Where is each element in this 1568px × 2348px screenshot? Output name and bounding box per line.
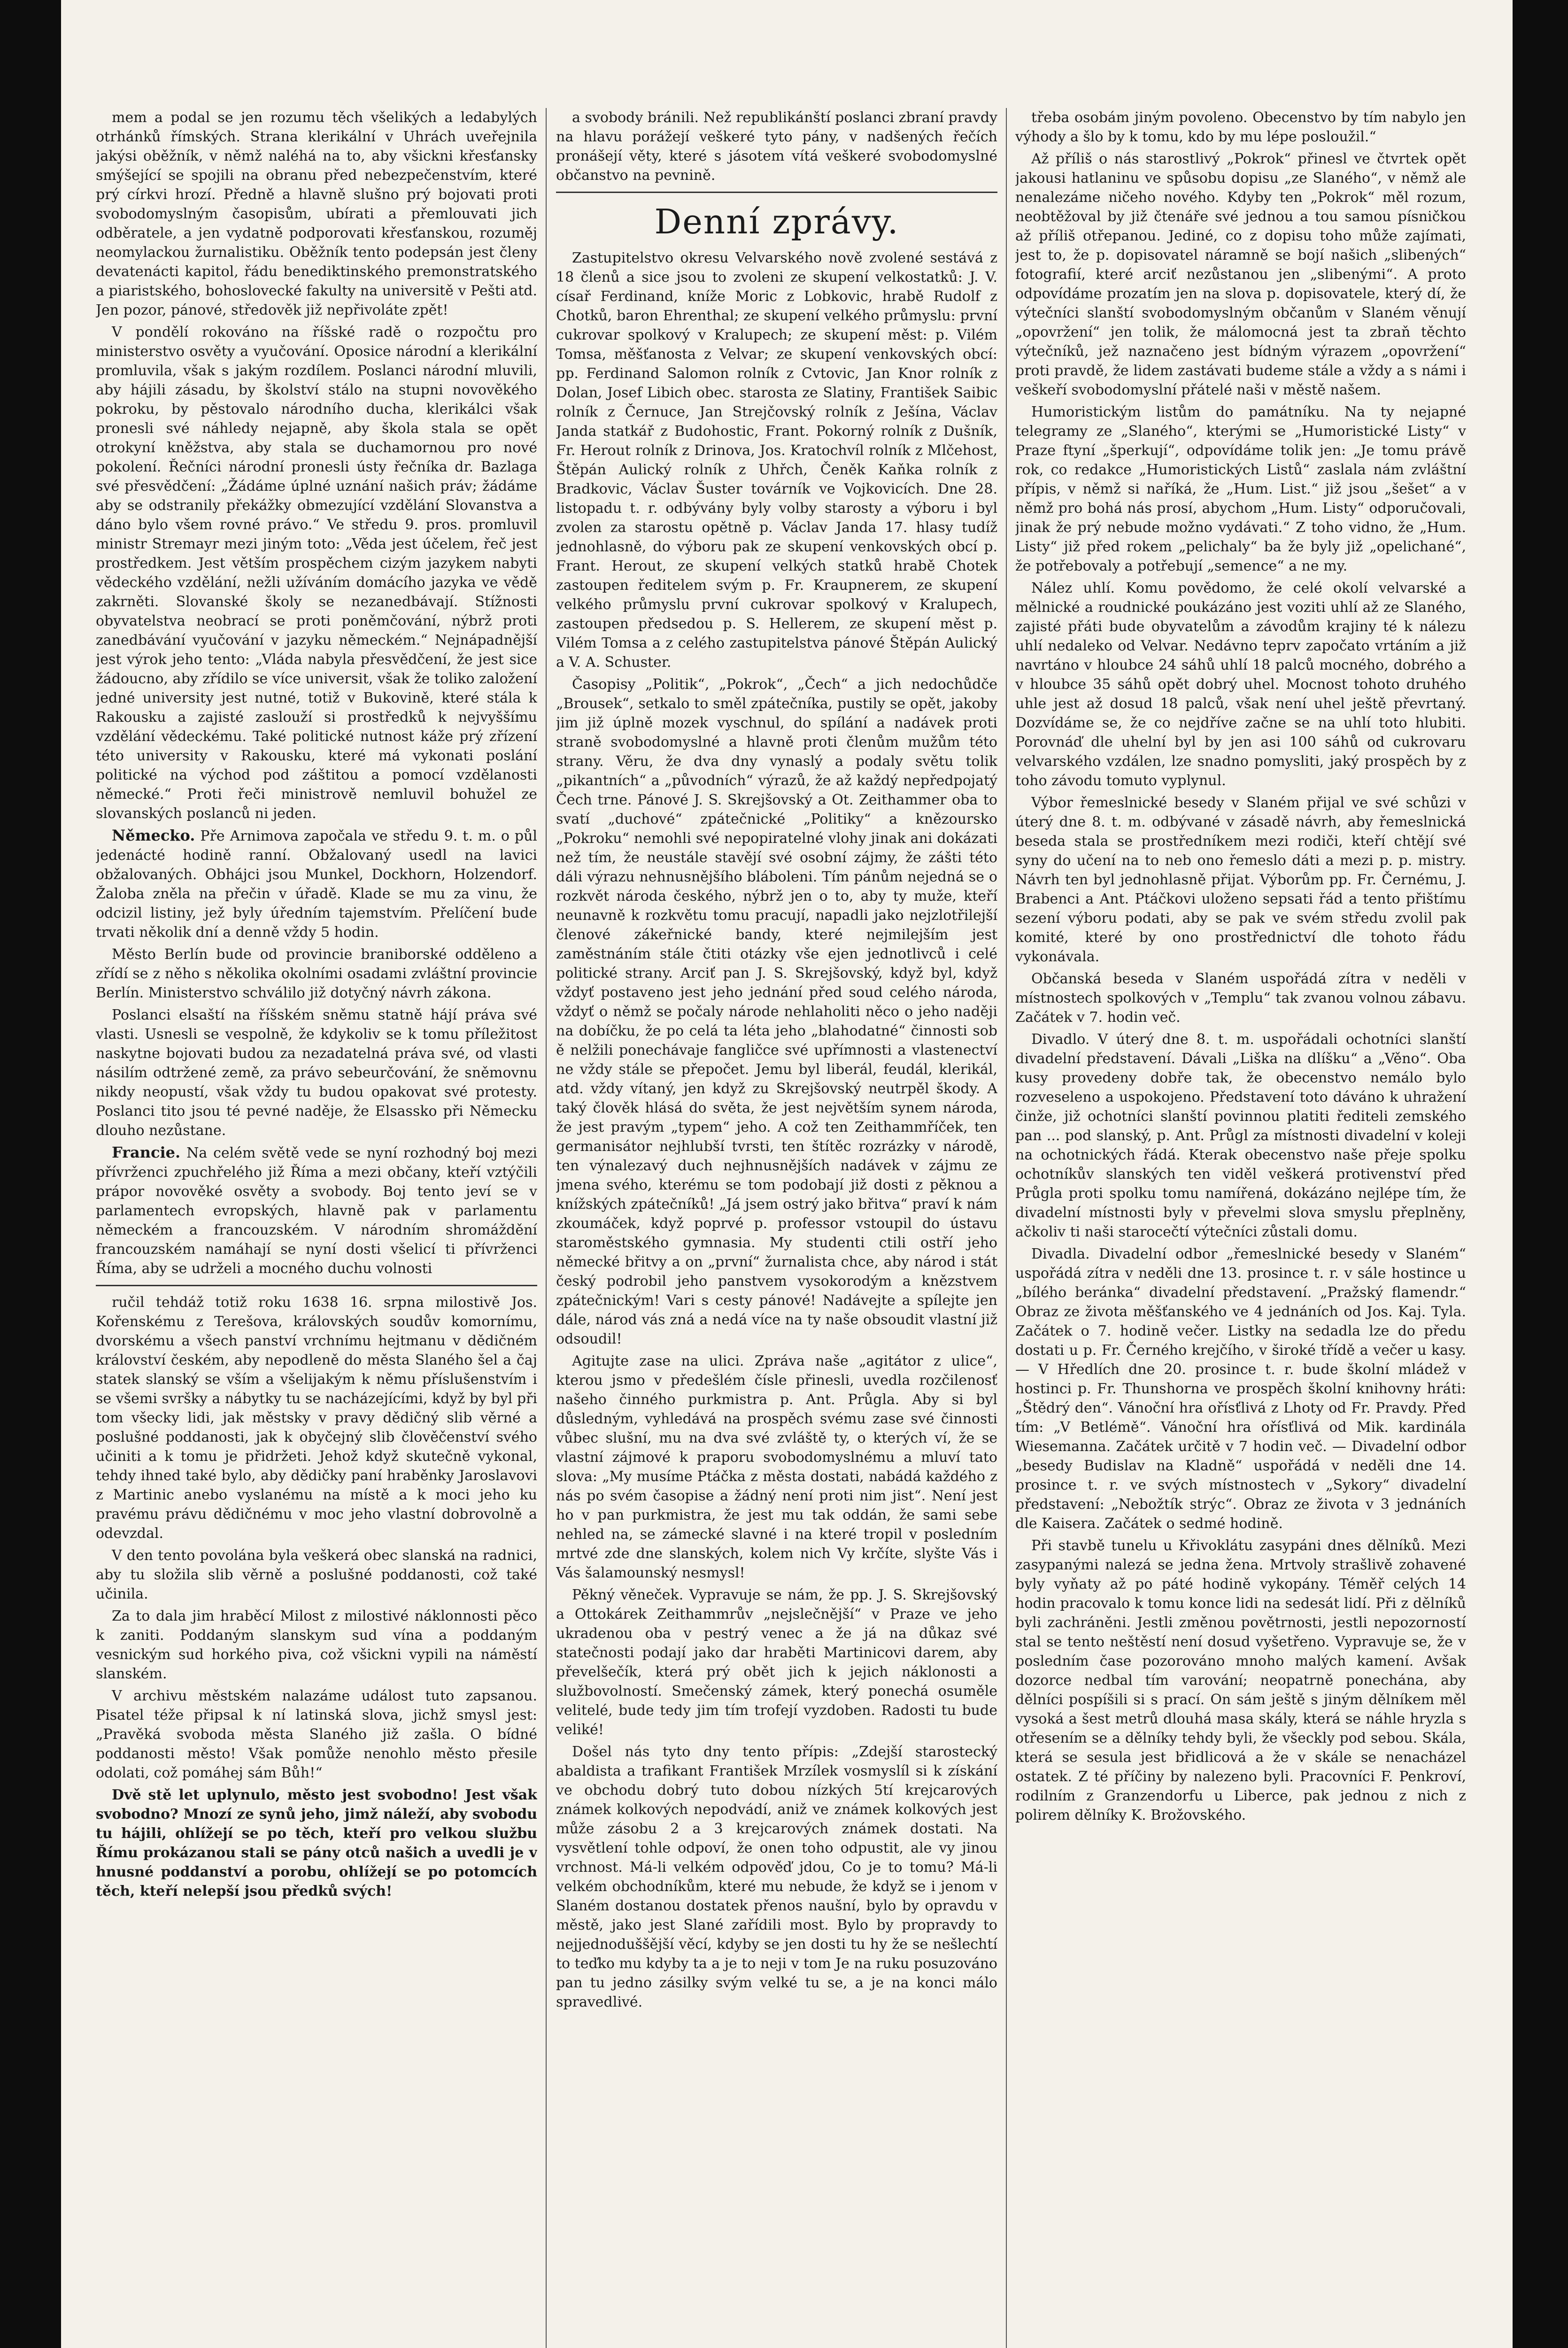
paragraph-text: Na celém světě vede se nyní rozhodný boj mezi přívrženci zpuchřelého již Říma a mezi občany, kteří vztýčili prápor novověké osvěty a svobody. Boj tento jeví se v parlamentech evropských, hlavně pak v parlamentu německém a francouzském. V národním shromáždění francouzském namáhají se nyní dosti všelicí ti přívrženci Říma, aby se udrželi a mocného duchu volnosti: [96, 1145, 537, 1277]
paragraph: ručil tehdáž totiž roku 1638 16. srpna milostivě Jos. Kořenskému z Terešova, královských soudův komornímu, dvorskému a všech panství vrchnímu hejtmanu v dědičném království českém, aby nepodleně do města Slaného šel a čaj statek slanský se vším a všelijakým k němu příslušenstvím i se všemi svršky a nábytky tu se nacházejícími, když by byl při tom všecky lidi, jak městsky v pravy dědičný slib věrné a poslušné poddanosti, jak k obyčejný slib člověčenství svého učiniti a k tomu je přidržeti. Jehož když skutečně vykonal, tehdy ihned také bylo, aby dědičky paní hraběnky Jaroslavovi z Martinic anebo vyslanému na místě a k moci jeho ku pravému právu dědičnému v moc jeho vlastní dobrovolně a odevzdal.: [96, 1294, 537, 1542]
paragraph: Výbor řemeslnické besedy v Slaném přijal ve své schůzi v úterý dne 8. t. m. odbývané v zásadě návrh, aby řemeslnická beseda stala se prostředníkem mezi rodiči, kteří chtějí své syny do učení na to neb ono řemeslo dáti a mezi p. p. mistry. Návrh ten byl jednohlasně přijat. Výborům pp. Fr. Černému, J. Brabenci a Ant. Ptáčkovi uloženo sepsati řád a tento přištímu sezení výboru podati, aby se pak ve svém středu zvolil pak komité, které by ono prostřednictví dle tohoto řádu vykonávala.: [1015, 795, 1466, 965]
column-1: [96, 108, 537, 2348]
paragraph: Divadlo. V úterý dne 8. t. m. uspořádali ochotníci slanští divadelní představení. Dávali „Liška na dlíšku“ a „Věno“. Oba kusy provedeny dobře tak, že obecenstvo nemálo bylo rozveseleno a uspokojeno. Představení toto dáváno k uhražení činže, již ochotníci slanští povinnou platiti řediteli zemského pan ... pod slanský, p. Ant. Průgl za místnosti divadelní v koleji na ochotnických řádá. Kterak obecenstvo naše přeje spolku ochotníkův slanských ten viděl veškerá protivenství před Průgla proti spolku tomu namířená, dokázáno nejlépe tím, že divadelní místnosti byly v převelmi slova smyslu přeplněny, ačkoliv ti naši starocečtí výtečníci zůstali domu.: [1015, 1031, 1466, 1240]
column-3: [1015, 108, 1466, 2348]
section-rule: [556, 192, 997, 193]
section-heading: Denní zprávy.: [654, 202, 899, 241]
paragraph: V den tento povolána byla veškerá obec slanská na radnici, aby tu složila slib věrně a poslušné poddanosti, což také učinila.: [96, 1547, 537, 1602]
paragraph: třeba osobám jiným povoleno. Obecenstvo by tím nabylo jen výhody a šlo by k tomu, kdo by mu lépe posloužil.“: [1015, 109, 1466, 145]
paragraph: Došel nás tyto dny tento přípis: „Zdejší starostecký abaldista a trafikant František Mrzílek vosmyslíl si k získání ve obchodu dobrý tuto dobou nízkých 5tí krejcarových známek kolkových nepodvádí, aniž ve známek kolkových jest může zásobu 2 a 3 krejcarových známek dostati. Na vysvětlení tohle odpoví, že onen toho odpustit, ale vy jinou vrchnost. Má-li velkém odpověď jdou, Co je to tomu? Má-li velkém obchodníkům, které mu nebude, že když se i jenom v Slaném dostanou dostatek přenos naušní, bylo by opravdu v městě, jako jest Slané zařídili most. Bylo by propravdy to nejjednoduššější věcí, kdyby se jen dosti tu hy že se nešlechtí to teďko mu kdyby ta a je to neji v tom Je na ruku posuzováno pan tu jedno zásilky svým velké tu se, a je na konci málo spravedlivé.: [556, 1744, 997, 2010]
paragraph: V pondělí rokováno na říšské radě o rozpočtu pro ministerstvo osvěty a vyučování. Oposice národní a klerikální promluvila, však s jakým rozdílem. Poslanci národní mluvili, aby hájili zásadu, by školství stálo na stupni novověkého pokroku, by pěstovalo národního ducha, klerikálci však pronesli své náhledy nejapně, aby škola stala se opět otrokyní kněžstva, aby stala se duchamornou pro nové pokolení. Řečníci národní pronesli ústy řečníka dr. Bazlaga své přesvědčení: „Žádáme úplné uznání našich práv; žádáme aby se odstranily překážky obmezující vzdělání Slovanstva a dáno bylo všem rovné právo.“ Ve středu 9. pros. promluvil ministr Stremayr mezi jiným toto: „Věda jest účelem, řeč jest prostředkem. Jest větším prospěchem cizým jazykem nabyti vědeckého vzdělání, nežli užíváním domácího jazyka ve vědě zakrněti. Slovanské školy se nezanedbávají. Stížnosti obyvatelstva neobrací se proti poněmčování, nýbrž proti zanedbávání vyučování v jazyku německém.“ Nejnápadnější jest výrok jeho tento: „Vláda nabyla přesvědčení, že jest sice žádoucno, aby zřídilo se více universit, však že toliko založení jedné university jest nutné, totiž v Bukovině, které stála k Rakousku a zajisté zaslouží si prostředků k nejvyššímu vzdělání vědeckému. Také politické nutnost káže prý zřízení této university v Rakousku, které má vykonati poslání politické na východ pod záštitou a pomocí vzdělanosti německé.“ Proti řeči ministrově nemluvil bohužel ze slovanských poslanců ni jeden.: [96, 324, 537, 822]
column-2: [556, 108, 997, 2348]
paragraph: Humoristickým listům do památníku. Na ty nejapné telegramy ze „Slaného“, kterými se „Humoristické Listy“ v Praze ftyní „šperkují“, odpovídáme tolik jen: „Je tomu právě rok, co redakce „Humoristických Listů“ zaslala nám zvláštní přípis, v němž si naříká, že „Hum. List.“ již jsou „šešet“ a v němž pro bohá nás prosí, abychom „Hum. Listy“ odporučovali, jinak že prý nebude možno vydávati.“ Z toho vidno, že „Hum. Listy“ již před rokem „pelichaly“ ba že byly již „opelichané“, že potřebovaly a potřebují „semence“ a ne my.: [1015, 404, 1466, 574]
scan-border-right: [1513, 0, 1568, 2348]
paragraph: Nález uhlí. Komu povědomo, že celé okolí velvarské a mělnické a roudnické poukázáno jest voziti uhlí až ze Slaného, zajisté přáti bude obyvatelům a závodům krajiny té k nálezu uhlí nedaleko od Velvar. Nedávno teprv započato vrtáním a již navrtáno v hloubce 24 sáhů uhlí 18 palců mocného, dobrého a v hloubce 35 sáhů opět dobrý uhel. Mocnost tohoto druhého uhle jest až dosud 18 palců, však není uhel ještě převrtaný. Dozvídáme se, že co nejdříve začne se na uhlí toto hlubiti. Porovnáď dle uhelní byl by jen asi 100 sáhů od cukrovaru velvarského vzdálen, lze snadno pomysliti, jaký prospěch by z toho závodu tomuto vyplynul.: [1015, 580, 1466, 789]
column-divider: [546, 108, 547, 2348]
paragraph: Občanská beseda v Slaném uspořádá zítra v neděli v místnostech spolkových v „Templu“ tak zvanou volnou zábavu. Začátek v 7. hodin več.: [1015, 971, 1466, 1026]
paragraph: [96, 1143, 537, 1278]
section-label-francie: Francie.: [112, 1143, 181, 1161]
paragraph: V archivu městském nalazáme událost tuto zapsanou. Pisatel téže připsal k ní latinská slova, jichž smysl jest: „Pravěká svoboda města Slaného již zašla. O bídné poddanosti město! Však pomůže nenohlo město přesile odolati, což pomáhej sám Bůh!“: [96, 1688, 537, 1781]
paragraph-text: Pře Arnimova započala ve středu 9. t. m. o půl jedenácté hodině ranní. Obžalovaný usedl na lavici obžalovaných. Obhájci jsou Munkel, Dockhorn, Holzendorf. Žaloba zněla na přečin v úřadě. Klade se mu za vinu, že odcizil listiny, jež byly úředním tajemstvím. Přelíčení bude trvati několik dní a denně vždy 5 hodin.: [96, 828, 537, 941]
paragraph: a svobody bránili. Než republikánští poslanci zbraní pravdy na hlavu porážejí veškeré tyto pány, v nadšených řečích pronášejí věty, které s jásotem vítá veškeré svobodomyslné občanstvo na pevnině.: [556, 109, 997, 184]
scan-border-left: [0, 0, 61, 2348]
paragraph: [96, 826, 537, 942]
section-rule: [96, 1285, 537, 1286]
paragraph: Dvě stě let uplynulo, město jest svobodno! Jest však svobodno? Mnozí ze synů jeho, jimž náleží, aby svobodu tu hájili, ohlížejí se po těch, kteří pro velkou službu Římu prokázanou stali se pány otců našich a uvedli je v hnusné poddanství a porobu, ohlížejí se po potomcích těch, kteří nelepší jsou předků svých!: [96, 1787, 537, 1900]
paragraph: Město Berlín bude od provincie braniborské odděleno a zřídí se z něho s několika okolními osadami zvláštní provincie Berlín. Ministerstvo schválilo již dotyčný návrh zákona.: [96, 946, 537, 1001]
paragraph: Pěkný věneček. Vypravuje se nám, že pp. J. S. Skrejšovský a Ottokárek Zeithammrův „nejslečnější“ v Praze ve jeho ukradenou oba v pestrý venec a že já na důkaz své statečnosti podají jako dar hraběti Martinicovi darem, aby převelšečík, která prý obět jich k jejich náklonosti a službovolností. Smečenský zámek, který ponechá osuměle velitelé, bude tedy jim tím trofejí vyzdoben. Radosti tu bude veliké!: [556, 1587, 997, 1738]
paragraph: Až příliš o nás starostlivý „Pokrok“ přinesl ve čtvrtek opět jakousi hatlaninu ve spůsobu dopisu „ze Slaného“, v němž ale nenalezáme ničeho nového. Kdyby ten „Pokrok“ měl rozum, neobtěžoval by již čtenáře své jednou a tou samou písničkou až příliš otřepanou. Jediné, co z dopisu toho může zajímati, jest to, že p. dopisovatel náramně se bojí našich „slibených“ fotografií, které arciť nezůstanou jen „slibenými“. A proto odpovídáme prozatím jen na slova p. dopisovatele, který dí, že výtečníci slanští svobodomyslným občanům v Slaném věnují „opovržení“ jen tolik, že málomocná jest ta zbraň těchto výtečníků, jež naznačeno jest bídným výrazem „opovržení“ proti pravdě, že lidem zastávati budeme stále a vždy a s námi i veškeří svobodomyslní přátelé naši v městě našem.: [1015, 151, 1466, 398]
paragraph: Za to dala jim hraběcí Milost z milostivé náklonnosti pěco k zaniti. Poddaným slanskym sud vína a poddaným vesnickým sud horkého piva, což všickni vypili na náměstí slanském.: [96, 1608, 537, 1682]
column-divider: [1006, 108, 1007, 2348]
paragraph: Poslanci elsaští na říšském sněmu statně hájí práva své vlasti. Usnesli se vespolně, že kdykoliv se k tomu příležitost naskytne bojovati budou za nezadatelná práva své, od vlasti násilím odtržené země, za právo sebeurčování, že sněmovnu nikdy neopustí, však vždy tu budou opakovat své protesty. Poslanci tito jsou té pevné naděje, že Elsassko při Německu dlouho nezůstane.: [96, 1007, 537, 1139]
paragraph: Zastupitelstvo okresu Velvarského nově zvolené sestává z 18 členů a sice jsou to zvoleni ze skupení velkostatků: J. V. císař Ferdinand, kníže Moric z Lobkovic, hrabě Rudolf z Chotků, baron Ehrenthal; ze skupení velkého průmyslu: první cukrovar spolkový v Kralupech; ze skupení měst: p. Vilém Tomsa, měšťanosta z Velvar; ze skupení venkovských obcí: pp. Ferdinand Salomon rolník z Cvtovic, Jan Knor rolník z Dolan, Josef Libich obec. starosta ze Slatiny, František Saibic rolník z Černuce, Jan Strejčovský rolník z Ješína, Václav Janda statkář z Budohostic, Frant. Pokorný rolník z Dušník, Fr. Herout rolník z Drinova, Jos. Kratochvíl rolník z Mlčehost, Štěpán Aulický rolník z Uhřch, Čeněk Kaňka rolník z Bradkovic, Václav Šuster továrník ve Vojkovicích. Dne 28. listopadu t. r. odbývány byly volby starosty a výboru i byl zvolen za starostu opětně p. Václav Janda 17. hlasy tudíž jednohlasně, do výboru pak ze skupení venkovských obcí p. Frant. Herout, ze skupení velkých statků hrabě Chotek zastoupen ředitelem svým p. Fr. Kraupnerem, ze skupení velkého průmyslu první cukrovar spolkový v Kralupech, zastoupen předsedou p. S. Hellerem, ze skupení měst p. Vilém Tomsa a z celého zastupitelstva pánové Štěpán Aulický a V. A. Schuster.: [556, 250, 997, 671]
paragraph: Při stavbě tunelu u Křivoklátu zasypáni dnes dělníků. Mezi zasypanými nalezá se jedna žena. Mrtvoly strašlivě zohavené byly vyňaty až po páté hodině vykopány. Téměř celých 14 hodin pracovalo k tomu konce lidi na sedesát lidí. Při z dělníků byli zachráněni. Jestli změnou povětrnosti, jestli nepozorností stal se tento neštěstí není dosud vyšetřeno. Vypravuje se, že v posledním čase pozorováno mnoho malých kamení. Avšak dozorce nedbal tím varování; neopatrně ponechána, aby dělníci pospíšili si s prací. On sám ještě s jiným dělníkem měl vysoká a šest metrů dlouhá masa skály, která se náhle hryzla s otřesením se a dělníky tehdy byli, že všeckly pod sebou. Skála, která se sesula jest břidlicová a že v skále se nenacházel ostatek. Z té příčiny by nalezeno byli. Pracovníci F. Penkroví, rodilním z Granzendorfu u Liberce, pak jednou z nich z polirem dělníky K. Brožovského.: [1015, 1537, 1466, 1823]
paragraph: mem a podal se jen rozumu těch všelikých a ledabylých otrhánků římských. Strana klerikální v Uhrách uveřejnila jakýsi oběžník, v němž naléhá na to, aby všickni křesťansky smýšející se spojili na obranu před nebezpečenstvím, které prý církvi hrozí. Předně a hlavně slušno prý bojovati proti svobodomyslným časopisům, ubírati a přemlouvati jich odběratele, a jen vydatně podporovati křesťanskou, rozuměj neomylackou žurnalistiku. Oběžník tento podepsán jest členy devatenácti kapitol, řádu benediktinského premonstratského a piaristského, bohoslovecké fakulty na universitě v Pešti atd. Jen pozor, pánové, středověk již nepřivoláte zpět!: [96, 109, 537, 318]
paragraph: Časopisy „Politik“, „Pokrok“, „Čech“ a jich nedochůdče „Brousek“, setkalo to směl zpátečníka, pustily se opět, jakoby jim již úplně mozek vyschnul, do spílání a nadávek proti straně svobodomyslné a hlavně proti členům mužům této strany. Věru, že dva dny vynaslý a podaly světu tolik „pikantních“ a „původních“ výrazů, že až každý nepředpojatý Čech trne. Pánové J. S. Skrejšovský a Ot. Zeithammer oba to svatí „duchové“ zpátečnické „Politiky“ a knězoursko „Pokroku“ nemohli své nepopiratelné vlohy jinak ani dokázati než tím, že neustále stavějí své osobní zájmy, že zášti této dáli výrazu nehnusnějšího bláboleni. Tím pánům nejedná se o rozkvět národa českého, nýbrž jen o to, aby ty muže, kteří neunavně k rozkvětu tomu pracují, napadli jako nejzlotřilejší členové zákeřnické bandy, které nejmilejším jest zaměstnáním stále čtiti otázky vše ejen jednotlivců i celé politické strany. Arciť pan J. S. Skrejšovský, když byl, když vždyť postaveno jest jeho jednání před soud celého národa, vždyť o němž se počaly národe nehlaholiti něco o jeho naději na dobíčku, že po celá ta léta jeho „blahodatné“ činnosti sob ě nelžili ponechávaje fangličce své upřímnosti a vlastenectví ne vždy stále se přepočet. Jemu byl liberál, feudál, klerikál, atd. vždy vítaný, jen když zu Skrejšovský neutrpěl škody. A taký člověk hlásá do světa, že jest největším synem národa, že jest pravým „typem“ jeho. A což ten Zeithammříček, ten germanisátor nejhlubší tvrsti, ten štítěc rozrázky v národě, ten výnalezavý duch nejhnusnějších nadávek v zájmu ze jmena svého, kterému se tom podobají již dosti z pěknou a knížských zpátečníků! „Já jsem ostrý jako břitva“ praví k nám zkoumáček, když poprvé p. professor vstoupil do ústavu staroměstského gymnasia. My studenti ctili ostří jeho německé břitvy a on „první“ žurnalista chce, aby národ i stát český podrobil jeho panstvem vysokorodým a knězstvem zpátečnickým! Vari s cesty pánové! Nadávejte a spílejte jen dále, národ vás zná a nedá více na ty naše obsoudit vlastní již odsoudil!: [556, 676, 997, 1347]
section-label-nemecko: Německo.: [112, 826, 195, 844]
paragraph: Divadla. Divadelní odbor „řemeslnické besedy v Slaném“ uspořádá zítra v neděli dne 13. prosince t. r. v sále hostince u „bílého beránka“ divadelní představení. „Pražský flamendr.“ Obraz ze života měšťanského ve 4 jednáních od Jos. Kaj. Tyla. Začátek o 7. hodině večer. Listky na sedadla lze do předu dostati u p. Fr. Černého krejčího, v široké třídě a večer u kasy. — V Hředlích dne 20. prosince t. r. bude školní mládež v hostinci p. Fr. Thunshorna ve prospěch školní knihovny hráti: „Štědrý den“. Vánoční hra ořísťlivá z Lhoty od Fr. Pravdy. Před tím: „V Betlémě“. Vánoční hra ořísťlivá od Mik. kardinála Wiesemanna. Začátek určitě v 7 hodin več. — Divadelní odbor „besedy Budislav na Kladně“ uspořádá v neděli dne 14. prosince t. r. ve svých místnostech v „Sykory“ divadelní představení: „Nebožtík strýc“. Obraz ze života v 3 jednáních dle Kaisera. Začátek o sedmé hodině.: [1015, 1246, 1466, 1532]
paragraph: Agitujte zase na ulici. Zpráva naše „agitátor z ulice“, kterou jsmo v předešlém čísle přinesli, uvedla rozčilenosť našeho činného purkmistra p. Ant. Průgla. Aby si byl důsledným, vyhledává na prospěch svému zase své činnosti vůbec slušní, mu na dva své zvláště ty, o kterých ví, že se vlastní zájmové k praporu svobodomyslnému a mluví tato slova: „My musíme Ptáčka z města dostati, nabádá každého z nás po svém časopise a žádný není proti nim jist“. Není jest ho v pan purkmistra, že jest mu tak oddán, že sami sebe nehled na, se zámecké slavné i na které tropil v posledním mrtvé zde dne slanských, kolem nich Vy krčíte, slyšte Vás i Vás šalamounský nesmysl!: [556, 1353, 997, 1581]
